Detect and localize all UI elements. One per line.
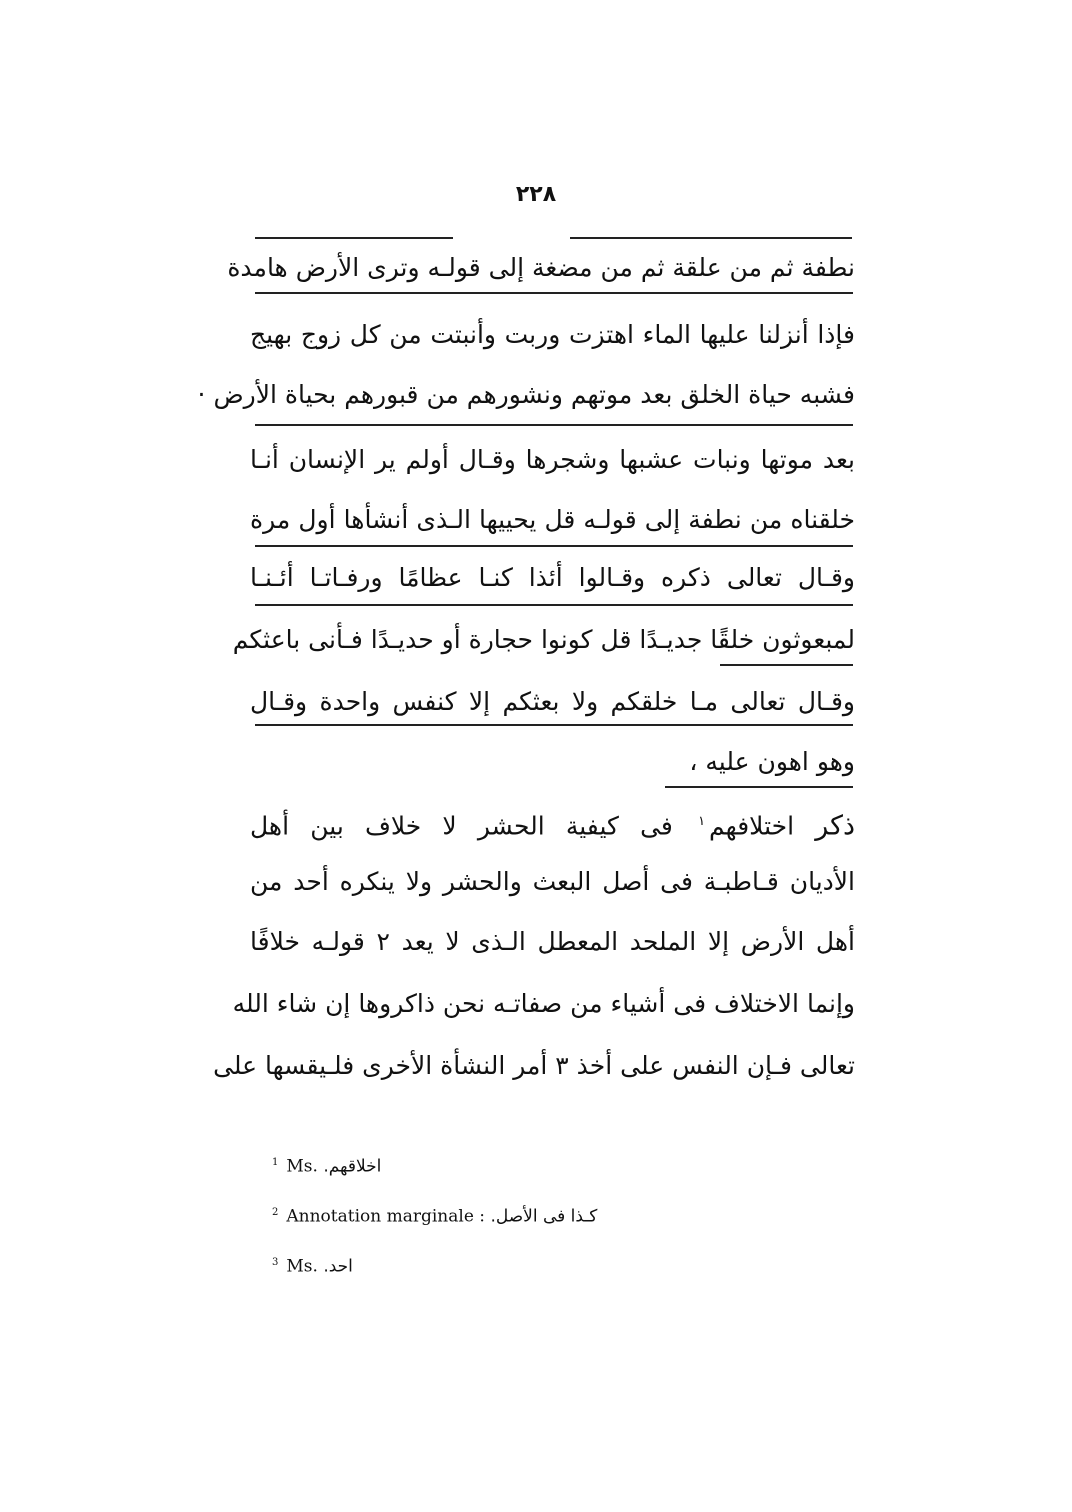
section-line: وإنما الاختلاف فى أشياء من صفاتـه نحن ذاكروها إن شاء الله [232,989,855,1018]
body-line: لمبعوثون خلقًا جديـدًا قل كونوا حجارة أو حديـدًا فـأنى باعثكم [232,625,855,654]
header-rule-left [255,237,453,239]
underline [255,545,853,547]
underline [255,424,853,426]
section-line: الأديان قـاطبـة فى أصل البعث والحشر ولا ينكره أحد من [250,867,855,896]
section-line: أهل الأرض إلا الملحد المعطل الـذى لا يعد ٢ قولـه خلافًا [250,927,855,956]
body-line: فشبه حياة الخلق بعد موتهم ونشورهم من قبورهم بحياة الأرض · [197,380,855,409]
footnote-label: Ms. [286,1156,318,1177]
footnote-label: Annotation marginale : [286,1206,486,1227]
footnote-label: Ms. [286,1256,318,1277]
body-line: بعد موتها ونبات عشبها وشجرها وقـال أولم ير الإنسان أنـا [250,445,855,474]
header-rule-right [570,237,852,239]
section-heading-line [250,802,855,846]
heading-line-tail: فى كيفية الحشر لا خلاف بين أهل [250,811,673,841]
underline [255,724,853,726]
section-rule [665,786,853,788]
underline [720,664,853,666]
body-line: فإذا أنزلنا عليها الماء اهتزت وربت وأنبتت من كل زوج بهيج [250,320,855,349]
page-number: ٢٢٨ [515,182,557,207]
footnote-number: 1 [272,1157,279,1168]
footnote-number: 3 [272,1257,279,1268]
body-line: وقـال تعالى ذكره وقـالوا أئذا كنـا عظامًا ورفـاتـا أئـنـا [250,563,855,592]
footnote [272,1200,772,1250]
body-line: خلقناه من نطفة إلى قولـه قل يحييها الـذى أنشأها أول مرة [250,505,855,534]
underline [255,292,853,294]
body-line: وقـال تعالى مـا خلقكم ولا بعثكم إلا كنفس واحدة وقـال [250,687,855,716]
body-line: نطفة ثم من علقة ثم من مضغة إلى قولـه وترى الأرض هامدة [227,253,855,282]
footnote-arabic: كـذا فى الأصل. [490,1206,598,1227]
footnote-arabic: احد. [323,1256,353,1277]
heading-rest: اختلافهم [709,811,795,841]
body-line: وهو اهون عليه ، [689,747,855,776]
footnotes [272,1150,772,1300]
underline [255,604,853,606]
footnote [272,1150,772,1200]
footnote [272,1250,772,1300]
heading-word: ذكر [815,810,855,842]
section-line: تعالى فـإن النفس على أخذ ٣ أمر النشأة الأخرى فلـيقسها على [213,1051,855,1080]
footnote-arabic: اخلاقهم. [323,1156,382,1177]
footnote-number: 2 [272,1207,279,1218]
footnote-ref: ١ [698,814,706,829]
